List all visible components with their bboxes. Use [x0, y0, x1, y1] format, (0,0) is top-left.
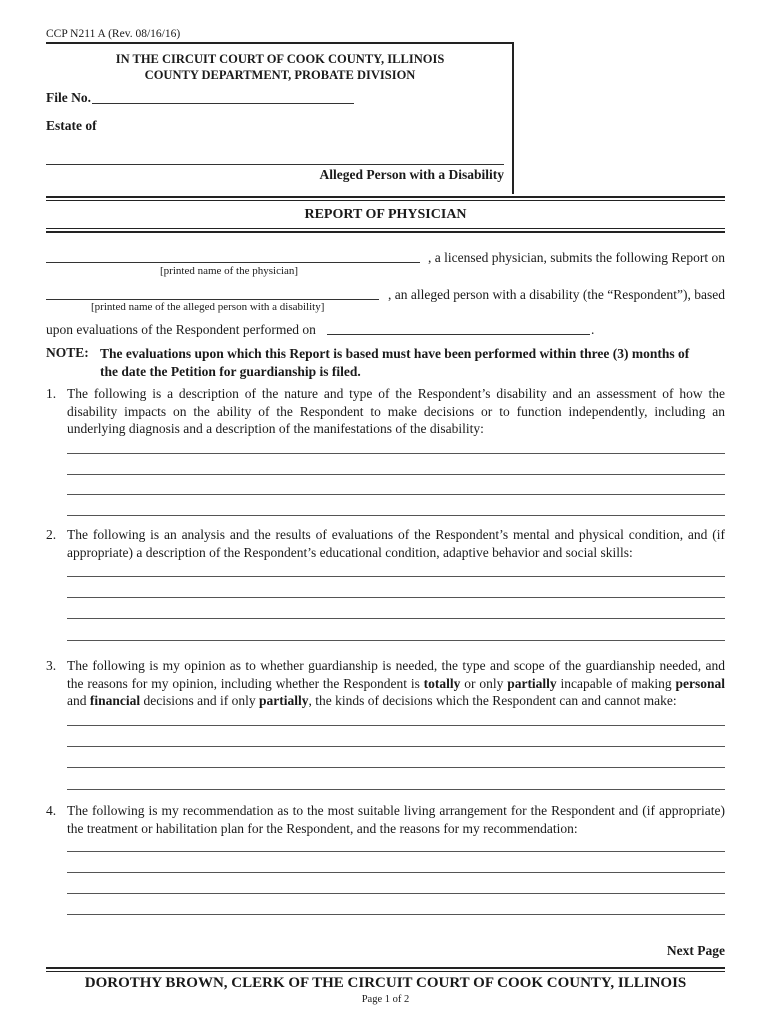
- section-3-number: 3.: [46, 658, 57, 673]
- note-line-2: the date the Petition for guardianship is filed.: [100, 363, 361, 379]
- evaluation-prefix: upon evaluations of the Respondent performed on: [46, 322, 316, 337]
- section-1-number: 1.: [46, 386, 57, 401]
- section-3-emphasis-partially: partially: [507, 675, 557, 691]
- court-heading: [46, 51, 514, 83]
- form-code: CCP N211 A (Rev. 08/16/16): [46, 28, 181, 40]
- title-rule-top-2: [46, 200, 725, 201]
- title-rule-bottom-2: [46, 231, 725, 233]
- section-4-answer-line[interactable]: [67, 893, 725, 894]
- section-2-answer-line[interactable]: [67, 618, 725, 619]
- note-line-1: The evaluations upon which this Report is based must have been performed within three (3) months of: [100, 346, 690, 361]
- section-3-emphasis-partially-2: partially: [259, 693, 309, 708]
- alleged-label: Alleged Person with a Disability: [319, 167, 504, 182]
- section-4-number: 4.: [46, 803, 57, 818]
- section-3-emphasis-totally: totally: [423, 675, 461, 691]
- physician-suffix: , a licensed physician, submits the following Report on: [428, 250, 725, 265]
- section-3-text-part: incapable of making: [556, 675, 676, 691]
- section-3-answer-line[interactable]: [67, 789, 725, 790]
- page-number: Page 1 of 2: [361, 994, 410, 1005]
- estate-name-field[interactable]: [46, 164, 504, 165]
- section-4-answer-line[interactable]: [67, 872, 725, 873]
- section-2-number: 2.: [46, 527, 57, 542]
- section-3-emphasis-personal: personal: [675, 675, 726, 691]
- section-1-answer-line[interactable]: [67, 494, 725, 495]
- court-line-1: IN THE CIRCUIT COURT OF COOK COUNTY, ILLINOIS: [115, 52, 445, 66]
- section-4-text: The following is my recommendation as to the most suitable living arrangement for the Respondent and (if appropriate) the treatment or habilitation plan for the Respondent, and the reasons for my recommendation:: [67, 803, 725, 836]
- title-rule-top-1: [46, 196, 725, 198]
- file-no-field[interactable]: [92, 103, 354, 104]
- respondent-caption: [printed name of the alleged person with a disability]: [91, 301, 325, 313]
- note-text: [100, 345, 725, 380]
- evaluation-suffix: .: [591, 322, 595, 337]
- footer-rule-2: [46, 971, 725, 972]
- respondent-name-field[interactable]: [46, 299, 379, 300]
- section-3-text-part: or only: [460, 675, 508, 691]
- section-3-answer-line[interactable]: [67, 725, 725, 726]
- section-2-answer-line[interactable]: [67, 597, 725, 598]
- estate-label: Estate of: [46, 118, 97, 133]
- section-3-text: [67, 657, 725, 710]
- section-3-answer-line[interactable]: [67, 746, 725, 747]
- section-1-answer-line[interactable]: [67, 453, 725, 454]
- section-2-answer-line[interactable]: [67, 576, 725, 577]
- section-3-emphasis-financial: financial: [89, 693, 141, 708]
- section-1-text: The following is a description of the nature and type of the Respondent’s disability and an assessment of how the disability impacts on the ability of the Respondent to make decisions or to function independently, including an underlying diagnosis and a description of the manifestations of the disability:: [67, 386, 725, 436]
- section-2-answer-line[interactable]: [67, 640, 725, 641]
- respondent-suffix: , an alleged person with a disability (the “Respondent”), based: [387, 287, 725, 302]
- section-3-text-part: and: [67, 693, 90, 708]
- section-1-answer-line[interactable]: [67, 474, 725, 475]
- section-2-text: The following is an analysis and the results of evaluations of the Respondent’s mental and physical condition, and (if appropriate) a description of the Respondent’s educational condition, adaptive behavior and social skills:: [67, 527, 725, 560]
- physician-name-field[interactable]: [46, 262, 420, 263]
- caption-top-rule: [46, 42, 514, 44]
- section-4-answer-line[interactable]: [67, 914, 725, 915]
- section-3-text-part: decisions and if only: [140, 693, 259, 708]
- evaluation-date-field[interactable]: [327, 334, 590, 335]
- title-rule-bottom-1: [46, 228, 725, 229]
- physician-caption: [printed name of the physician]: [160, 265, 299, 277]
- court-line-2: COUNTY DEPARTMENT, PROBATE DIVISION: [144, 68, 416, 82]
- section-3-text-part: The following is my opinion as to whether guardianship is needed, the type and scope of the guardianship needed, and the reasons for my opinion, including whether the Respondent is: [67, 658, 725, 691]
- section-4-answer-line[interactable]: [67, 851, 725, 852]
- file-no-label: File No.: [46, 90, 91, 105]
- section-3-answer-line[interactable]: [67, 767, 725, 768]
- note-label: NOTE:: [46, 345, 89, 360]
- clerk-footer: DOROTHY BROWN, CLERK OF THE CIRCUIT COURT OF COOK COUNTY, ILLINOIS: [84, 975, 687, 991]
- section-3-text-part: , the kinds of decisions which the Respondent can and cannot make:: [308, 693, 677, 708]
- section-1-answer-line[interactable]: [67, 515, 725, 516]
- page-title: REPORT OF PHYSICIAN: [304, 207, 467, 222]
- footer-rule-1: [46, 967, 725, 969]
- next-page-label: Next Page: [666, 943, 725, 958]
